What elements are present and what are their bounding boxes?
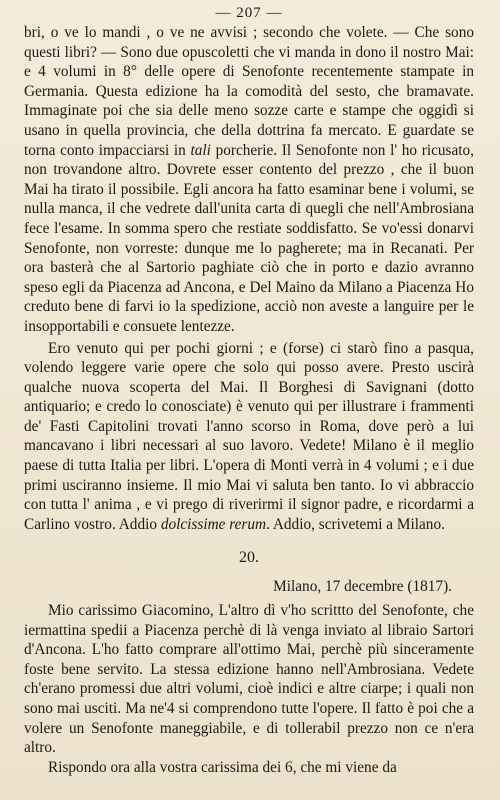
paragraph: Rispondo ora alla vostra carissima dei 6, che mi viene da bbox=[48, 758, 397, 776]
page-number: — 207 — bbox=[215, 5, 283, 21]
text-run: . Addio, scrivetemi a Milano. bbox=[266, 515, 445, 533]
letter-number: 20. bbox=[239, 549, 259, 567]
italic-phrase: dolcissime rerum bbox=[160, 515, 267, 533]
paragraph-continuation bbox=[24, 23, 474, 337]
paragraph: Mio carissimo Giacomino, L'altro dì v'ho scrittto del Senofonte, che iermattina spedii a Piacenza perchè di là venga inviato al libraio Sartori d'Ancona. L'ho fatto comprare all'ottimo Mai, perchè più sinceramente foste bene servito. La stessa edizione hanno nell'Ambrosiana. Vedete ch'erano promessi due altri volumi, cioè indici e altre ciarpe; i quali non sono mai usciti. Ma ne'4 si comprendono tutte l'opere. Il fatto è poi che a volere un Senofonte maneggiabile, e di tollerabil prezzo non ce n'era altro. bbox=[24, 602, 474, 757]
letter-dateline: Milano, 17 decembre (1817). bbox=[273, 578, 452, 596]
text-run: Ero venuto qui per pochi giorni ; e (forse) ci starò fino a pasqua, volendo leggere varie opere che solo qui posso avere. Presto uscirà qualche nuova scoperta del Mai. Il Borghesi di Savignani (dotto antiquario; e credo lo conosciate) è venuto qui per illustrare i frammenti de' Fasti Capitolini trovati l'anno scorso in Roma, dove però a lui mancavano i libri necessari al suo lavoro. Vedete! Milano è il meglio paese di tutta Italia per libri. L'opera di Monti verrà in 4 volumi ; e i due primi usciranno insieme. Il mio Mai vi saluta ben tanto. Io vi abbraccio con tutta l' anima , e vi prego di riverirmi il signor padre, e ricordarmi a Carlino vostro. Addio bbox=[24, 339, 474, 533]
text-run: bri, o ve lo mandi , o ve ne avvisi ; secondo che volete. — Che sono questi libri? — Sono due opuscoletti che vi manda in dono il nostro Mai: e 4 volumi in 8° delle opere di Senofonte recentemente stampate in Germania. Questa edizione ha la comodità del sesto, che bramavate. Immaginate poi che sia delle meno sozze carte e stampe che oggidì si usano in quella provincia, che della dottrina fa mercato. E guardate se torna conto impacciarsi in bbox=[24, 24, 474, 159]
text-run: porcherie. Il Senofonte non l' ho ricusato, non trovandone altro. Dovrete esser contento del prezzo , che il buon Mai ha tirato il possibile. Egli ancora ha fatto esaminar bene i volumi, se nulla manca, il che vedrete dall'unita carta di quegli che nell'Ambrosiana fece l'esame. In somma spero che restiate soddisfatto. Se vo'essi donarvi Senofonte, non vorreste: dunque me lo pagherete; ma in Recanati. Per ora basterà che al Sartorio paghiate ciò che in porto e dazio avranno speso egli da Piacenza ad Ancona, e Del Maino da Milano a Piacenza Ho creduto bene di farvi io la spedizione, acciò non aveste a languire per le insopportabili e consuete lentezze. bbox=[24, 141, 474, 335]
italic-word: tali bbox=[190, 141, 211, 159]
paragraph bbox=[24, 339, 474, 535]
